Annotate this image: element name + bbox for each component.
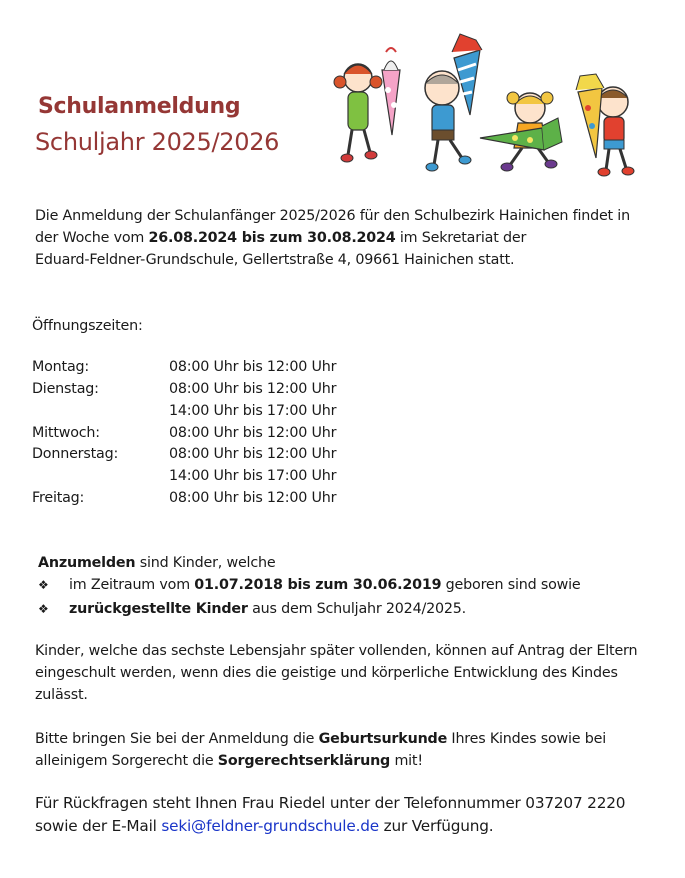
bullet-text [69, 574, 581, 596]
intro-paragraph [35, 205, 630, 271]
registration-lead-bold: Anzumelden [38, 555, 136, 571]
bullet-post: aus dem Schuljahr 2024/2025. [247, 601, 467, 617]
contact-line-2 [35, 815, 625, 838]
opening-hours-title: Öffnungszeiten: [32, 318, 143, 334]
contact-paragraph [35, 792, 625, 838]
intro-line-3: Eduard-Feldner-Grundschule, Gellertstraße 4, 09661 Hainichen statt. [35, 252, 515, 268]
intro-line-2 [35, 227, 630, 249]
hours-day: Dienstag: [32, 381, 99, 397]
email-link[interactable]: seki@feldner-grundschule.de [161, 817, 379, 835]
early-line-2: eingeschult werden, wenn dies die geistige und körperliche Entwicklung des Kindes [35, 665, 618, 681]
intro-line-2-pre: der Woche vom [35, 230, 149, 246]
page-title: Schulanmeldung [38, 94, 241, 119]
documents-line-1 [35, 728, 606, 750]
birth-date-range: 01.07.2018 bis zum 30.06.2019 [194, 577, 442, 593]
documents-l1-post: Ihres Kindes sowie bei [447, 731, 606, 747]
documents-l1-pre: Bitte bringen Sie bei der Anmeldung die [35, 731, 319, 747]
child-boy-2-icon [576, 74, 634, 176]
documents-l2-post: mit! [390, 753, 423, 769]
deferred-children: zurückgestellte Kinder [69, 601, 248, 617]
documents-line-2 [35, 750, 606, 772]
contact-line-1: Für Rückfragen steht Ihnen Frau Riedel unter der Telefonnummer 037207 2220 [35, 794, 626, 812]
hours-time: 14:00 Uhr bis 17:00 Uhr [169, 468, 337, 484]
registration-week: 26.08.2024 bis zum 30.08.2024 [148, 230, 396, 246]
registration-lead-rest: sind Kinder, welche [135, 555, 276, 571]
early-line-1: Kinder, welche das sechste Lebensjahr später vollenden, können auf Antrag der Eltern [35, 643, 638, 659]
hours-day: Montag: [32, 359, 90, 375]
early-enrollment-paragraph [35, 640, 637, 706]
child-girl-2-icon [480, 92, 562, 171]
children-illustration [330, 30, 650, 180]
diamond-bullet-icon: ❖ [38, 578, 49, 592]
bullet-pre: im Zeitraum vom [69, 577, 195, 593]
hours-day: Freitag: [32, 490, 85, 506]
hours-time: 14:00 Uhr bis 17:00 Uhr [169, 403, 337, 419]
hours-day: Donnerstag: [32, 446, 119, 462]
birth-certificate: Geburtsurkunde [318, 731, 448, 747]
child-girl-1-icon [334, 48, 400, 162]
intro-line-2-post: im Sekretariat der [395, 230, 527, 246]
contact-line-2-pre: sowie der E-Mail [35, 817, 162, 835]
hours-day: Mittwoch: [32, 425, 100, 441]
hours-time: 08:00 Uhr bis 12:00 Uhr [169, 490, 337, 506]
early-line-3: zulässt. [35, 687, 88, 703]
diamond-bullet-icon: ❖ [38, 602, 49, 616]
hours-time: 08:00 Uhr bis 12:00 Uhr [169, 381, 337, 397]
bullet-text [69, 598, 466, 620]
hours-time: 08:00 Uhr bis 12:00 Uhr [169, 359, 337, 375]
intro-line-1: Die Anmeldung der Schulanfänger 2025/2026 für den Schulbezirk Hainichen findet in [35, 208, 630, 224]
contact-line-2-post: zur Verfügung. [378, 817, 494, 835]
hours-time: 08:00 Uhr bis 12:00 Uhr [169, 446, 337, 462]
documents-l2-pre: alleinigem Sorgerecht die [35, 753, 218, 769]
page-subtitle: Schuljahr 2025/2026 [35, 128, 280, 156]
hours-time: 08:00 Uhr bis 12:00 Uhr [169, 425, 337, 441]
custody-declaration: Sorgerechtserklärung [217, 753, 391, 769]
child-boy-1-icon [425, 34, 482, 171]
bullet-post: geboren sind sowie [441, 577, 581, 593]
documents-paragraph [35, 728, 606, 772]
registration-lead [38, 552, 275, 574]
